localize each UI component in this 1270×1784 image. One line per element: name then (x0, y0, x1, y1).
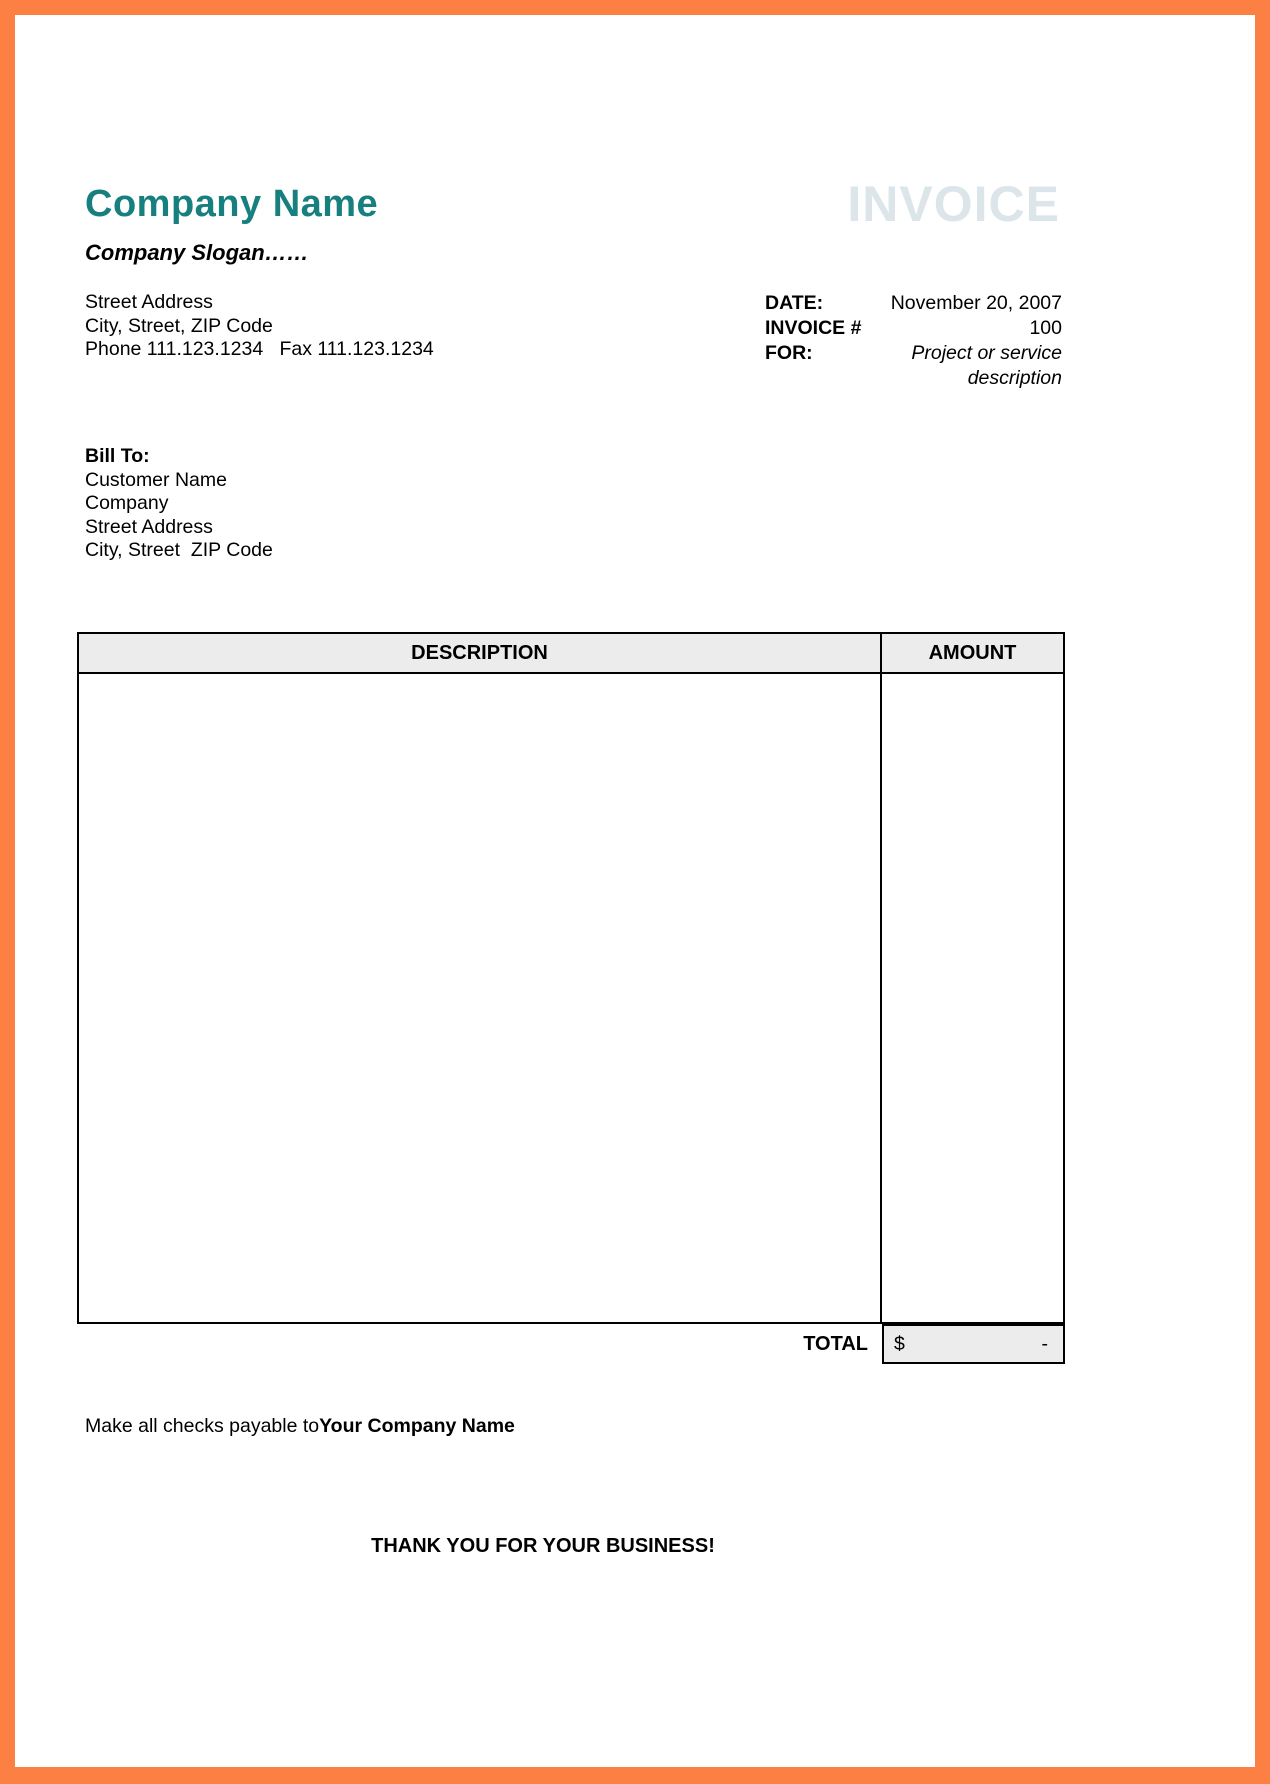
for-value (813, 341, 1062, 391)
payable-company-name: Your Company Name (319, 1415, 515, 1437)
bill-to-street-address: Street Address (85, 515, 213, 538)
company-city-zip: City, Street, ZIP Code (85, 314, 273, 337)
bill-to-city-zip: City, Street ZIP Code (85, 539, 273, 561)
company-name-heading: Company Name (85, 183, 379, 225)
invoice-title: INVOICE (847, 176, 1060, 232)
invoice-number-label: INVOICE # (765, 317, 862, 339)
for-label: FOR: (765, 342, 813, 364)
description-cell-empty (79, 674, 882, 1322)
total-label: TOTAL (803, 1332, 868, 1355)
invoice-meta-block (765, 291, 1062, 391)
total-amount-value: - (1041, 1332, 1048, 1355)
table-header-row (79, 634, 1063, 674)
payable-text: Make all checks payable to (85, 1415, 320, 1437)
company-slogan: Company Slogan…… (85, 240, 309, 265)
total-currency-symbol: $ (894, 1332, 905, 1355)
invoice-date-row (765, 291, 1062, 316)
invoice-number-value: 100 (1029, 317, 1062, 339)
checks-payable-line (85, 1415, 515, 1438)
line-items-table (77, 632, 1065, 1324)
bill-to-block (85, 445, 273, 563)
total-row (77, 1324, 1065, 1364)
invoice-sheet (15, 15, 1255, 1767)
description-column-header: DESCRIPTION (79, 634, 882, 672)
table-body (79, 674, 1063, 1322)
amount-cell-empty (882, 674, 1063, 1322)
invoice-number-row (765, 316, 1062, 341)
company-address-block (85, 291, 434, 362)
date-label: DATE: (765, 292, 824, 314)
invoice-for-row (765, 341, 1062, 391)
amount-column-header: AMOUNT (928, 641, 1017, 664)
for-value-line-1: Project or service (911, 342, 1062, 364)
thank-you-message: THANK YOU FOR YOUR BUSINESS! (371, 1535, 715, 1557)
total-amount-box (882, 1324, 1065, 1364)
date-value: November 20, 2007 (890, 292, 1062, 314)
company-street-address: Street Address (85, 291, 213, 313)
for-value-line-2: description (967, 367, 1062, 389)
bill-to-customer-name: Customer Name (85, 468, 227, 491)
bill-to-company: Company (85, 492, 169, 514)
company-phone-fax: Phone 111.123.1234 Fax 111.123.1234 (85, 338, 434, 360)
bill-to-label: Bill To: (85, 445, 150, 467)
